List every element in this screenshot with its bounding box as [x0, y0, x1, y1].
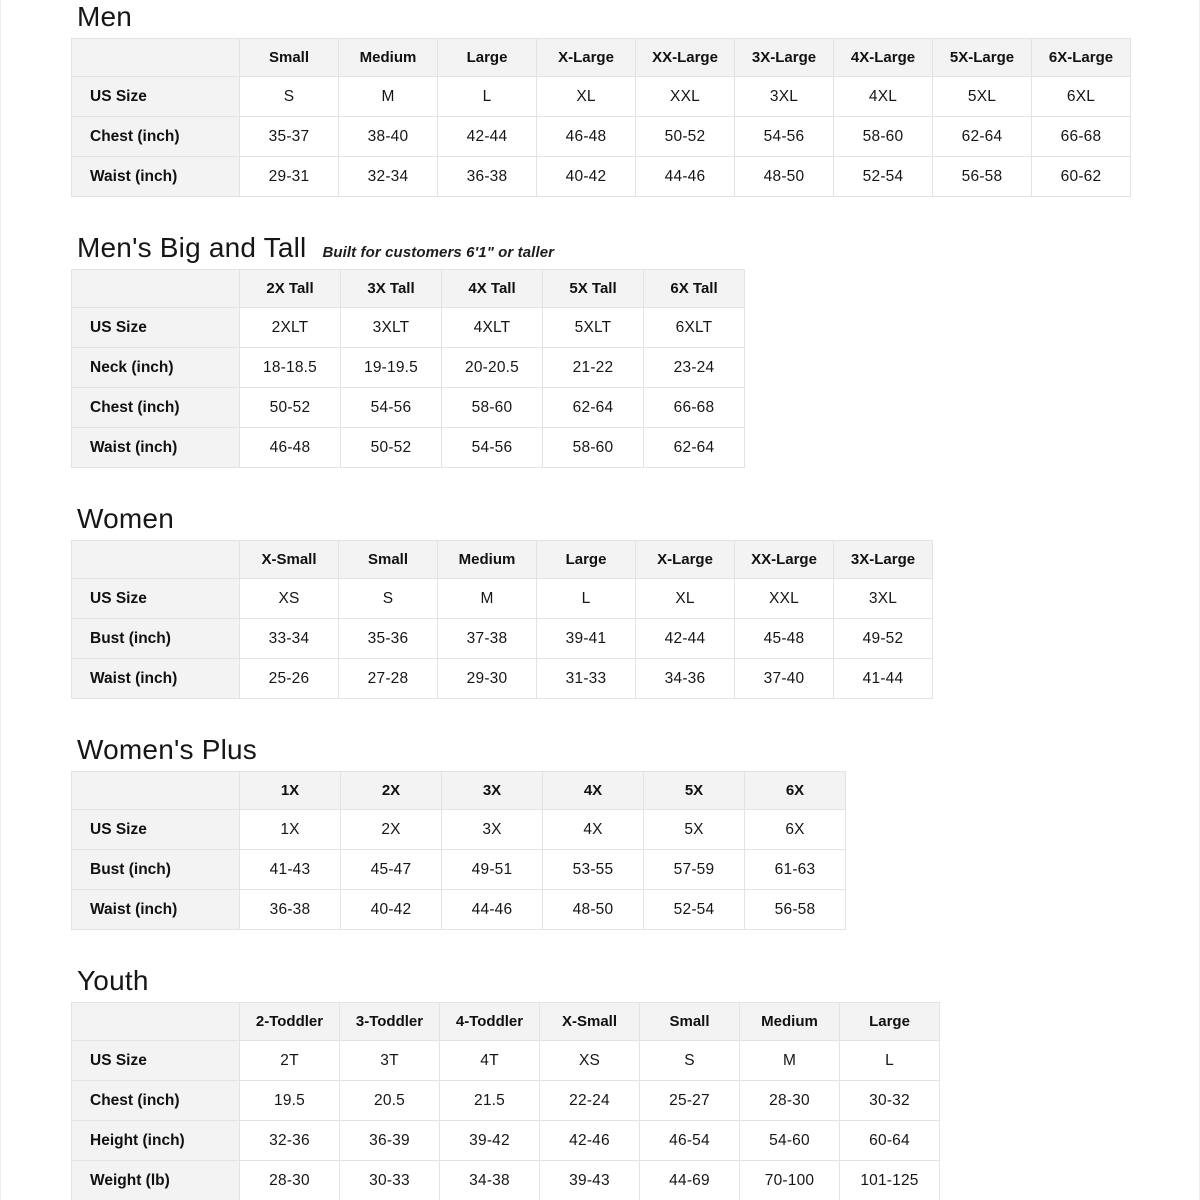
cell: 46-48 — [537, 117, 636, 157]
section-title-row — [77, 735, 1199, 765]
row-label: Height (inch) — [72, 1121, 240, 1161]
cell: 22-24 — [540, 1081, 640, 1121]
cell: 35-36 — [339, 619, 438, 659]
section-title-row — [77, 504, 1199, 534]
col-header: 4X — [543, 772, 644, 810]
header-row — [72, 270, 745, 308]
cell: 56-58 — [745, 890, 846, 930]
row-label: Bust (inch) — [72, 850, 240, 890]
cell: 4XLT — [442, 308, 543, 348]
cell: 18-18.5 — [240, 348, 341, 388]
cell: 29-31 — [240, 157, 339, 197]
cell: 2T — [240, 1041, 340, 1081]
cell: 35-37 — [240, 117, 339, 157]
cell: 48-50 — [735, 157, 834, 197]
table-row — [72, 619, 933, 659]
col-header: 2-Toddler — [240, 1003, 340, 1041]
size-table-men — [71, 38, 1131, 197]
row-label: Neck (inch) — [72, 348, 240, 388]
cell: 37-38 — [438, 619, 537, 659]
col-header: 2X — [341, 772, 442, 810]
row-label: US Size — [72, 1041, 240, 1081]
table-row — [72, 579, 933, 619]
cell: 60-62 — [1032, 157, 1131, 197]
cell: 50-52 — [240, 388, 341, 428]
table-row — [72, 428, 745, 468]
col-header: Small — [640, 1003, 740, 1041]
cell: 3XL — [834, 579, 933, 619]
col-header: 5X-Large — [933, 39, 1032, 77]
section-men — [71, 2, 1199, 197]
cell: 61-63 — [745, 850, 846, 890]
section-mens-big-and-tall — [71, 233, 1199, 468]
table-row — [72, 117, 1131, 157]
cell: 62-64 — [543, 388, 644, 428]
cell: 50-52 — [341, 428, 442, 468]
cell: 27-28 — [339, 659, 438, 699]
table-row — [72, 348, 745, 388]
section-youth — [71, 966, 1199, 1200]
cell: 62-64 — [933, 117, 1032, 157]
corner-cell — [72, 1003, 240, 1041]
cell: XXL — [636, 77, 735, 117]
col-header: 4X Tall — [442, 270, 543, 308]
cell: 21.5 — [440, 1081, 540, 1121]
cell: 49-51 — [442, 850, 543, 890]
col-header: Large — [438, 39, 537, 77]
table-row — [72, 850, 846, 890]
col-header: XX-Large — [636, 39, 735, 77]
cell: 6XL — [1032, 77, 1131, 117]
cell: 58-60 — [442, 388, 543, 428]
size-table-youth — [71, 1002, 940, 1200]
col-header: XX-Large — [735, 541, 834, 579]
cell: 41-44 — [834, 659, 933, 699]
cell: 33-34 — [240, 619, 339, 659]
row-label: US Size — [72, 77, 240, 117]
cell: 44-69 — [640, 1161, 740, 1200]
col-header: 3X Tall — [341, 270, 442, 308]
cell: 31-33 — [537, 659, 636, 699]
cell: 25-26 — [240, 659, 339, 699]
cell: 19-19.5 — [341, 348, 442, 388]
cell: L — [840, 1041, 940, 1081]
cell: 36-39 — [340, 1121, 440, 1161]
row-label: Weight (lb) — [72, 1161, 240, 1200]
col-header: X-Small — [240, 541, 339, 579]
sections-container — [71, 2, 1199, 1200]
cell: 40-42 — [341, 890, 442, 930]
cell: 40-42 — [537, 157, 636, 197]
col-header: 4X-Large — [834, 39, 933, 77]
table-row — [72, 890, 846, 930]
cell: 32-36 — [240, 1121, 340, 1161]
col-header: 6X Tall — [644, 270, 745, 308]
col-header: 3-Toddler — [340, 1003, 440, 1041]
col-header: 2X Tall — [240, 270, 341, 308]
cell: S — [339, 579, 438, 619]
row-label: Waist (inch) — [72, 157, 240, 197]
col-header: Medium — [740, 1003, 840, 1041]
table-row — [72, 659, 933, 699]
cell: 54-56 — [341, 388, 442, 428]
col-header: 5X Tall — [543, 270, 644, 308]
cell: 20.5 — [340, 1081, 440, 1121]
col-header: 6X — [745, 772, 846, 810]
col-header: Small — [339, 541, 438, 579]
cell: M — [740, 1041, 840, 1081]
cell: 52-54 — [644, 890, 745, 930]
corner-cell — [72, 39, 240, 77]
size-table-women — [71, 540, 933, 699]
cell: 34-38 — [440, 1161, 540, 1200]
cell: XS — [240, 579, 339, 619]
cell: 2XLT — [240, 308, 341, 348]
col-header: Large — [840, 1003, 940, 1041]
cell: 48-50 — [543, 890, 644, 930]
cell: 56-58 — [933, 157, 1032, 197]
cell: 37-40 — [735, 659, 834, 699]
cell: 30-32 — [840, 1081, 940, 1121]
cell: 54-56 — [442, 428, 543, 468]
cell: 3XL — [735, 77, 834, 117]
table-row — [72, 157, 1131, 197]
cell: 54-60 — [740, 1121, 840, 1161]
header-row — [72, 39, 1131, 77]
cell: 46-54 — [640, 1121, 740, 1161]
cell: 58-60 — [543, 428, 644, 468]
cell: 28-30 — [240, 1161, 340, 1200]
cell: 25-27 — [640, 1081, 740, 1121]
cell: 54-56 — [735, 117, 834, 157]
cell: 41-43 — [240, 850, 341, 890]
cell: 42-46 — [540, 1121, 640, 1161]
row-label: Chest (inch) — [72, 388, 240, 428]
cell: 66-68 — [644, 388, 745, 428]
cell: 53-55 — [543, 850, 644, 890]
header-row — [72, 772, 846, 810]
row-label: Bust (inch) — [72, 619, 240, 659]
cell: 20-20.5 — [442, 348, 543, 388]
section-subtitle: Built for customers 6'1" or taller — [322, 244, 555, 261]
table-row — [72, 77, 1131, 117]
col-header: Medium — [438, 541, 537, 579]
cell: 45-47 — [341, 850, 442, 890]
row-label: Chest (inch) — [72, 117, 240, 157]
cell: 1X — [240, 810, 341, 850]
col-header: 3X-Large — [735, 39, 834, 77]
cell: L — [537, 579, 636, 619]
section-women — [71, 504, 1199, 699]
section-title-row — [77, 966, 1199, 996]
section-title: Women's Plus — [77, 734, 257, 765]
header-row — [72, 1003, 940, 1041]
cell: 36-38 — [240, 890, 341, 930]
cell: 44-46 — [442, 890, 543, 930]
cell: 49-52 — [834, 619, 933, 659]
cell: 66-68 — [1032, 117, 1131, 157]
col-header: Medium — [339, 39, 438, 77]
table-row — [72, 810, 846, 850]
table-row — [72, 1161, 940, 1200]
cell: 5XLT — [543, 308, 644, 348]
corner-cell — [72, 541, 240, 579]
cell: 45-48 — [735, 619, 834, 659]
cell: 4T — [440, 1041, 540, 1081]
cell: 58-60 — [834, 117, 933, 157]
cell: 34-36 — [636, 659, 735, 699]
table-row — [72, 308, 745, 348]
cell: M — [339, 77, 438, 117]
cell: 2X — [341, 810, 442, 850]
cell: 29-30 — [438, 659, 537, 699]
col-header: 6X-Large — [1032, 39, 1131, 77]
section-womens-plus — [71, 735, 1199, 930]
col-header: Large — [537, 541, 636, 579]
section-title: Women — [77, 503, 174, 534]
cell: 36-38 — [438, 157, 537, 197]
cell: 28-30 — [740, 1081, 840, 1121]
cell: 6XLT — [644, 308, 745, 348]
cell: 23-24 — [644, 348, 745, 388]
row-label: US Size — [72, 579, 240, 619]
cell: 38-40 — [339, 117, 438, 157]
cell: 6X — [745, 810, 846, 850]
section-title: Men — [77, 1, 133, 32]
table-row — [72, 388, 745, 428]
section-title: Youth — [77, 965, 149, 996]
cell: 57-59 — [644, 850, 745, 890]
cell: 3XLT — [341, 308, 442, 348]
cell: L — [438, 77, 537, 117]
col-header: 3X-Large — [834, 541, 933, 579]
cell: 101-125 — [840, 1161, 940, 1200]
cell: 46-48 — [240, 428, 341, 468]
cell: XL — [537, 77, 636, 117]
cell: 60-64 — [840, 1121, 940, 1161]
cell: 50-52 — [636, 117, 735, 157]
section-title: Men's Big and Tall — [77, 232, 307, 263]
table-row — [72, 1081, 940, 1121]
cell: 52-54 — [834, 157, 933, 197]
row-label: Waist (inch) — [72, 890, 240, 930]
cell: 42-44 — [438, 117, 537, 157]
row-label: Waist (inch) — [72, 428, 240, 468]
col-header: X-Large — [636, 541, 735, 579]
cell: 39-43 — [540, 1161, 640, 1200]
cell: S — [240, 77, 339, 117]
cell: 39-41 — [537, 619, 636, 659]
section-title-row — [77, 233, 1199, 263]
col-header: 3X — [442, 772, 543, 810]
row-label: Waist (inch) — [72, 659, 240, 699]
cell: 5XL — [933, 77, 1032, 117]
col-header: X-Small — [540, 1003, 640, 1041]
cell: 4XL — [834, 77, 933, 117]
table-row — [72, 1121, 940, 1161]
cell: 3T — [340, 1041, 440, 1081]
cell: 32-34 — [339, 157, 438, 197]
section-title-row — [77, 2, 1199, 32]
col-header: Small — [240, 39, 339, 77]
cell: 70-100 — [740, 1161, 840, 1200]
row-label: US Size — [72, 810, 240, 850]
size-table-womens-plus — [71, 771, 846, 930]
cell: M — [438, 579, 537, 619]
table-row — [72, 1041, 940, 1081]
col-header: 1X — [240, 772, 341, 810]
header-row — [72, 541, 933, 579]
cell: 30-33 — [340, 1161, 440, 1200]
cell: 62-64 — [644, 428, 745, 468]
cell: XS — [540, 1041, 640, 1081]
row-label: US Size — [72, 308, 240, 348]
cell: 39-42 — [440, 1121, 540, 1161]
cell: 5X — [644, 810, 745, 850]
cell: 44-46 — [636, 157, 735, 197]
col-header: 4-Toddler — [440, 1003, 540, 1041]
cell: XL — [636, 579, 735, 619]
col-header: X-Large — [537, 39, 636, 77]
col-header: 5X — [644, 772, 745, 810]
corner-cell — [72, 772, 240, 810]
cell: 42-44 — [636, 619, 735, 659]
cell: 4X — [543, 810, 644, 850]
row-label: Chest (inch) — [72, 1081, 240, 1121]
cell: 19.5 — [240, 1081, 340, 1121]
cell: 3X — [442, 810, 543, 850]
cell: S — [640, 1041, 740, 1081]
cell: 21-22 — [543, 348, 644, 388]
size-table-mens-big-and-tall — [71, 269, 745, 468]
corner-cell — [72, 270, 240, 308]
cell: XXL — [735, 579, 834, 619]
